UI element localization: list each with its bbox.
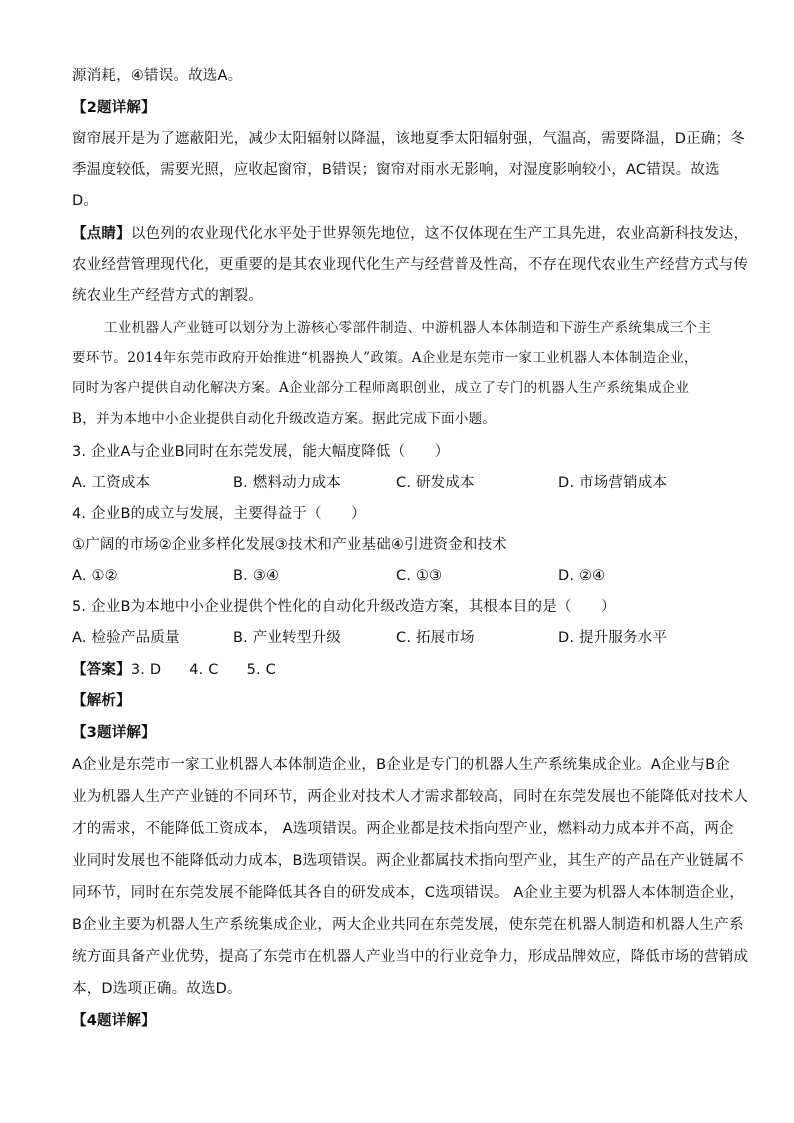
text-line: 季温度较低，需要光照，应收起窗帘，B错误；窗帘对雨水无影响，对湿度影响较小，AC错误。故选	[72, 162, 720, 178]
q3-option-a: A. 工资成本	[72, 475, 151, 491]
text-line: 业为机器人生产产业链的不同环节，两企业对技术人才需求都较高，同时在东莞发展也不能降低对技术人	[72, 789, 749, 805]
material-line: 要环节。2014年东莞市政府开始推进“机器换人”政策。A企业是东莞市一家工业机器人本体制造企业，	[72, 350, 698, 366]
text-line: 同环节，同时在东莞发展不能降低其各自的研发成本，C选项错误。 A企业主要为机器人本体制造企业，	[72, 885, 745, 901]
q4-option-d: D. ②④	[558, 568, 606, 584]
text-line: B企业主要为机器人生产系统集成企业，两大企业共同在东莞发展，使东莞在机器人制造和机器人生产系	[72, 917, 744, 933]
text-line: 源消耗，④错误。故选A。	[72, 68, 243, 84]
q3-option-c: C. 研发成本	[396, 475, 475, 491]
q4-option-c: C. ①③	[396, 568, 443, 584]
text-line: 才的需求，不能降低工资成本， A选项错误。两企业都是技术指向型产业，燃料动力成本并不高，两企	[72, 821, 734, 837]
q4-option-b: B. ③④	[233, 568, 280, 584]
answer-line	[72, 660, 276, 680]
tip-tag: 【点睛】	[72, 226, 131, 242]
section-heading-q4: 【4题详解】	[72, 1013, 156, 1029]
answer-5: 5. C	[246, 662, 276, 678]
question-4: 4. 企业B的成立与发展，主要得益于（ ）	[72, 506, 366, 522]
material-line: B，并为本地中小企业提供自动化升级改造方案。据此完成下面小题。	[72, 411, 497, 427]
answer-tag: 【答案】	[72, 662, 131, 678]
material-line: 工业机器人产业链可以划分为上游核心零部件制造、中游机器人本体制造和下游生产系统集成三个主	[104, 320, 712, 336]
question-4-statements: ①广阔的市场②企业多样化发展③技术和产业基础④引进资金和技术	[72, 537, 507, 553]
q3-option-b: B. 燃料动力成本	[233, 475, 341, 491]
section-heading-q3: 【3题详解】	[72, 725, 156, 741]
text-line: 窗帘展开是为了遮蔽阳光，减少太阳辐射以降温，该地夏季太阳辐射强，气温高，需要降温，D正确；冬	[72, 131, 745, 147]
text-line: 业同时发展也不能降低动力成本，B选项错误。两企业都属技术指向型产业，其生产的产品在产业链属不	[72, 853, 744, 869]
text-line: 农业经营管理现代化，更重要的是其农业现代化生产与经营普及性高，不存在现代农业生产经营方式与传	[72, 257, 749, 273]
question-3: 3. 企业A与企业B同时在东莞发展，能大幅度降低（ ）	[72, 444, 450, 460]
tip-text: 以色列的农业现代化水平处于世界领先地位，这不仅体现在生产工具先进，农业高新科技发达，	[130, 226, 749, 242]
q5-option-d: D. 提升服务水平	[558, 630, 668, 646]
text-line: 本，D选项正确。故选D。	[72, 981, 242, 997]
q5-option-c: C. 拓展市场	[396, 630, 475, 646]
answer-4: 4. C	[189, 662, 219, 678]
text-line: 统方面具备产业优势，提高了东莞市在机器人产业当中的行业竞争力，形成品牌效应，降低市场的营销成	[72, 949, 749, 965]
answer-3: 3. D	[130, 662, 162, 678]
q5-option-a: A. 检验产品质量	[72, 630, 180, 646]
analysis-heading: 【解析】	[72, 693, 131, 709]
material-line: 同时为客户提供自动化解决方案。A企业部分工程师离职创业，成立了专门的机器人生产系统集成企业	[72, 380, 690, 396]
text-line: A企业是东莞市一家工业机器人本体制造企业，B企业是专门的机器人生产系统集成企业。A企业与B企	[72, 757, 730, 773]
q5-option-b: B. 产业转型升级	[233, 630, 341, 646]
section-heading-q2: 【2题详解】	[72, 100, 156, 116]
text-line: D。	[72, 193, 99, 209]
q4-option-a: A. ①②	[72, 568, 118, 584]
tip-paragraph-line	[72, 224, 748, 244]
text-line: 统农业生产经营方式的割裂。	[72, 288, 264, 304]
question-5: 5. 企业B为本地中小企业提供个性化的自动化升级改造方案，其根本目的是（ ）	[72, 599, 616, 615]
q3-option-d: D. 市场营销成本	[558, 475, 668, 491]
